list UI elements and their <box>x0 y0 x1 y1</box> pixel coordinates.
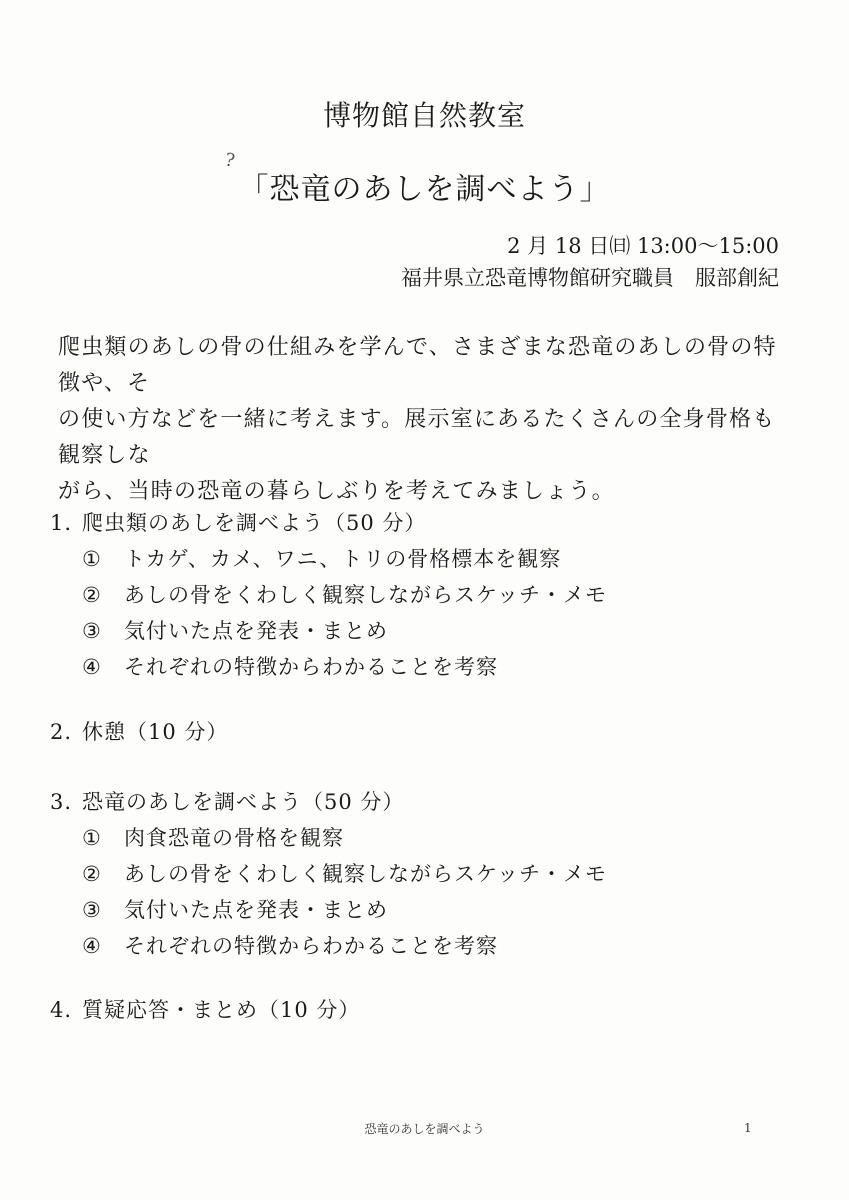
section-title: 爬虫類のあしを調べよう（50 分） <box>82 511 427 535</box>
stray-pen-mark: ? <box>223 149 237 172</box>
section-item <box>50 649 770 685</box>
section-number: 3. <box>50 790 73 814</box>
intro-paragraph <box>58 330 793 510</box>
section-4 <box>50 992 770 1028</box>
page-number: 1 <box>744 1121 752 1135</box>
section-title: 質疑応答・まとめ（10 分） <box>82 998 361 1022</box>
item-text: それぞれの特徴からわかることを考察 <box>124 934 498 958</box>
document-subtitle: 「恐竜のあしを調べよう」 <box>238 172 611 207</box>
section-item <box>50 928 770 964</box>
section-item <box>50 541 770 577</box>
section-item <box>50 856 770 892</box>
section-heading <box>50 505 770 541</box>
section-number: 4. <box>50 998 73 1022</box>
item-marker: ② <box>82 583 102 607</box>
item-text: 気付いた点を発表・まとめ <box>124 619 388 643</box>
item-text: 気付いた点を発表・まとめ <box>124 898 388 922</box>
section-item <box>50 892 770 928</box>
section-1 <box>50 505 770 685</box>
item-text: それぞれの特徴からわかることを考察 <box>124 655 498 679</box>
intro-line: 爬虫類のあしの骨の仕組みを学んで、さまざまな恐竜のあしの骨の特徴や、そ <box>58 335 777 396</box>
item-marker: ② <box>82 862 102 886</box>
item-marker: ③ <box>82 619 102 643</box>
page-footer: 恐竜のあしを調べよう <box>364 1122 485 1136</box>
item-marker: ④ <box>82 655 102 679</box>
section-number: 2. <box>50 720 73 744</box>
author-line: 福井県立恐竜博物館研究職員 服部創紀 <box>401 266 779 290</box>
section-title: 休憩（10 分） <box>82 720 229 744</box>
section-number: 1. <box>50 511 73 535</box>
section-3 <box>50 784 770 964</box>
item-text: 肉食恐竜の骨格を観察 <box>124 826 344 850</box>
section-heading <box>50 992 770 1028</box>
item-marker: ③ <box>82 898 102 922</box>
section-item <box>50 613 770 649</box>
section-2 <box>50 714 770 750</box>
document-title: 博物館自然教室 <box>322 99 526 132</box>
event-date: 2 月 18 日㈰ 13:00〜15:00 <box>507 234 779 258</box>
item-marker: ① <box>82 826 102 850</box>
item-marker: ④ <box>82 934 102 958</box>
section-item <box>50 820 770 856</box>
section-title: 恐竜のあしを調べよう（50 分） <box>82 790 405 814</box>
intro-line: がら、当時の恐竜の暮らしぶりを考えてみましょう。 <box>58 479 615 504</box>
section-heading <box>50 714 770 750</box>
item-marker: ① <box>82 547 102 571</box>
section-item <box>50 577 770 613</box>
intro-line: の使い方などを一緒に考えます。展示室にあるたくさんの全身骨格も観察しな <box>58 407 776 468</box>
item-text: あしの骨をくわしく観察しながらスケッチ・メモ <box>124 583 607 607</box>
section-heading <box>50 784 770 820</box>
item-text: あしの骨をくわしく観察しながらスケッチ・メモ <box>124 862 607 886</box>
item-text: トカゲ、カメ、ワニ、トリの骨格標本を観察 <box>124 547 562 571</box>
